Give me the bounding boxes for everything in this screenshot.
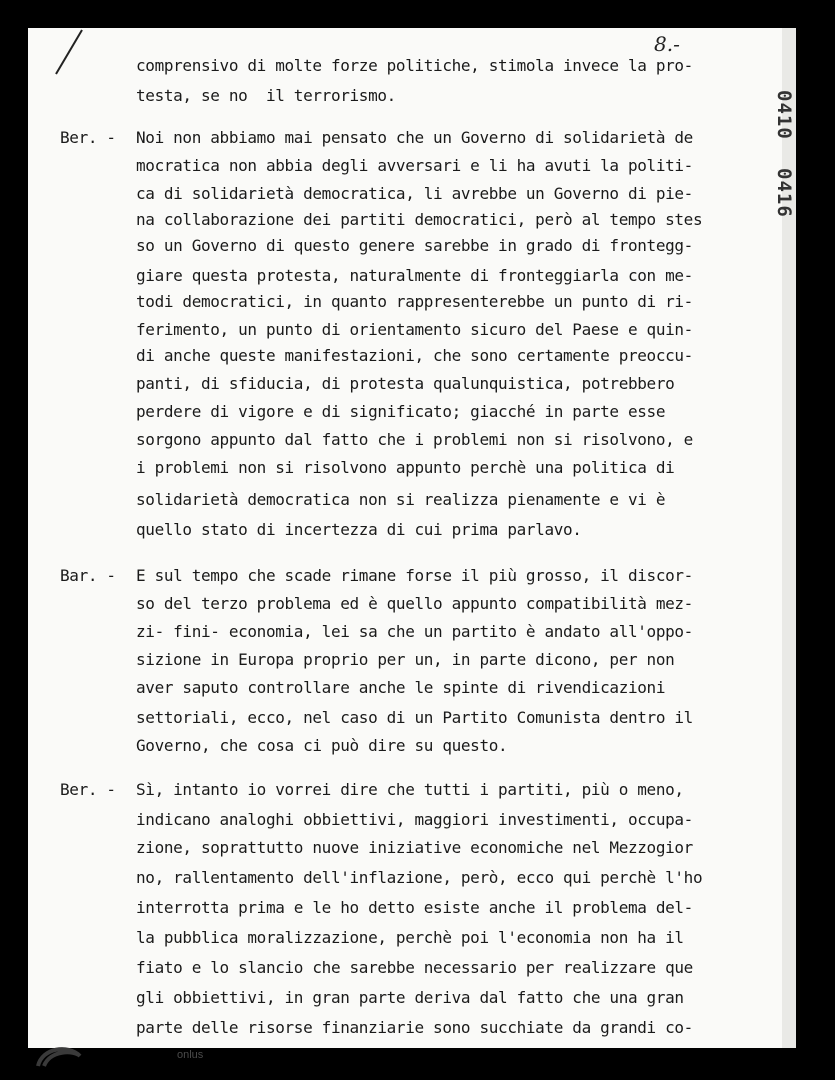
archive-stamp-0410: 0410 — [773, 90, 795, 140]
page-number: 8.- — [654, 32, 680, 56]
text-line: Noi non abbiamo mai pensato che un Governo di solidarietà de — [136, 128, 693, 147]
archive-stamp-0416: 0416 — [773, 168, 795, 218]
text-line: so un Governo di questo genere sarebbe in grado di frontegg- — [136, 236, 693, 255]
text-line: todi democratici, in quanto rappresenterebbe un punto di ri- — [136, 292, 693, 311]
text-line: no, rallentamento dell'inflazione, però, ecco qui perchè l'ho — [136, 868, 703, 887]
text-line: panti, di sfiducia, di protesta qualunquistica, potrebbero — [136, 374, 675, 393]
text-line: so del terzo problema ed è quello appunto compatibilità mez- — [136, 594, 693, 613]
text-line: ca di solidarietà democratica, li avrebbe un Governo di pie- — [136, 184, 693, 203]
text-line: la pubblica moralizzazione, perchè poi l'economia non ha il — [136, 928, 684, 947]
text-line: mocratica non abbia degli avversari e li ha avuti la politi- — [136, 156, 693, 175]
text-line: indicano analoghi obbiettivi, maggiori investimenti, occupa- — [136, 810, 693, 829]
text-line: gli obbiettivi, in gran parte deriva dal fatto che una gran — [136, 988, 684, 1007]
text-line: zione, soprattutto nuove iniziative economiche nel Mezzogior — [136, 838, 693, 857]
speaker-label: Ber. - — [60, 128, 116, 147]
text-line: solidarietà democratica non si realizza pienamente e vi è — [136, 490, 666, 509]
text-line: sizione in Europa proprio per un, in parte dicono, per non — [136, 650, 675, 669]
text-line: ferimento, un punto di orientamento sicuro del Paese e quin- — [136, 320, 693, 339]
text-line: zi- fini- economia, lei sa che un partito è andato all'oppo- — [136, 622, 693, 641]
text-line: i problemi non si risolvono appunto perchè una politica di — [136, 458, 675, 477]
speaker-label: Ber. - — [60, 780, 116, 799]
text-line: Sì, intanto io vorrei dire che tutti i partiti, più o meno, — [136, 780, 684, 799]
text-line: interrotta prima e le ho detto esiste anche il problema del- — [136, 898, 693, 917]
text-line: testa, se no il terrorismo. — [136, 86, 396, 105]
speaker-label: Bar. - — [60, 566, 116, 585]
archive-logo-icon — [30, 1036, 90, 1076]
text-line: Governo, che cosa ci può dire su questo. — [136, 736, 508, 755]
watermark-text: onlus — [177, 1049, 204, 1061]
text-line: E sul tempo che scade rimane forse il più grosso, il discor- — [136, 566, 693, 585]
text-line: parte delle risorse finanziarie sono succhiate da grandi co- — [136, 1018, 693, 1037]
text-line: giare questa protesta, naturalmente di fronteggiarla con me- — [136, 266, 693, 285]
text-line: aver saputo controllare anche le spinte di rivendicazioni — [136, 678, 666, 697]
text-line: sorgono appunto dal fatto che i problemi non si risolvono, e — [136, 430, 693, 449]
text-line: comprensivo di molte forze politiche, stimola invece la pro- — [136, 56, 693, 75]
text-line: na collaborazione dei partiti democratici, però al tempo stes — [136, 210, 703, 229]
pen-stroke-mark — [52, 28, 92, 78]
text-line: di anche queste manifestazioni, che sono certamente preoccu- — [136, 346, 693, 365]
text-line: quello stato di incertezza di cui prima parlavo. — [136, 520, 582, 539]
text-line: perdere di vigore e di significato; giacché in parte esse — [136, 402, 666, 421]
text-line: fiato e lo slancio che sarebbe necessario per realizzare que — [136, 958, 693, 977]
text-line: settoriali, ecco, nel caso di un Partito Comunista dentro il — [136, 708, 693, 727]
